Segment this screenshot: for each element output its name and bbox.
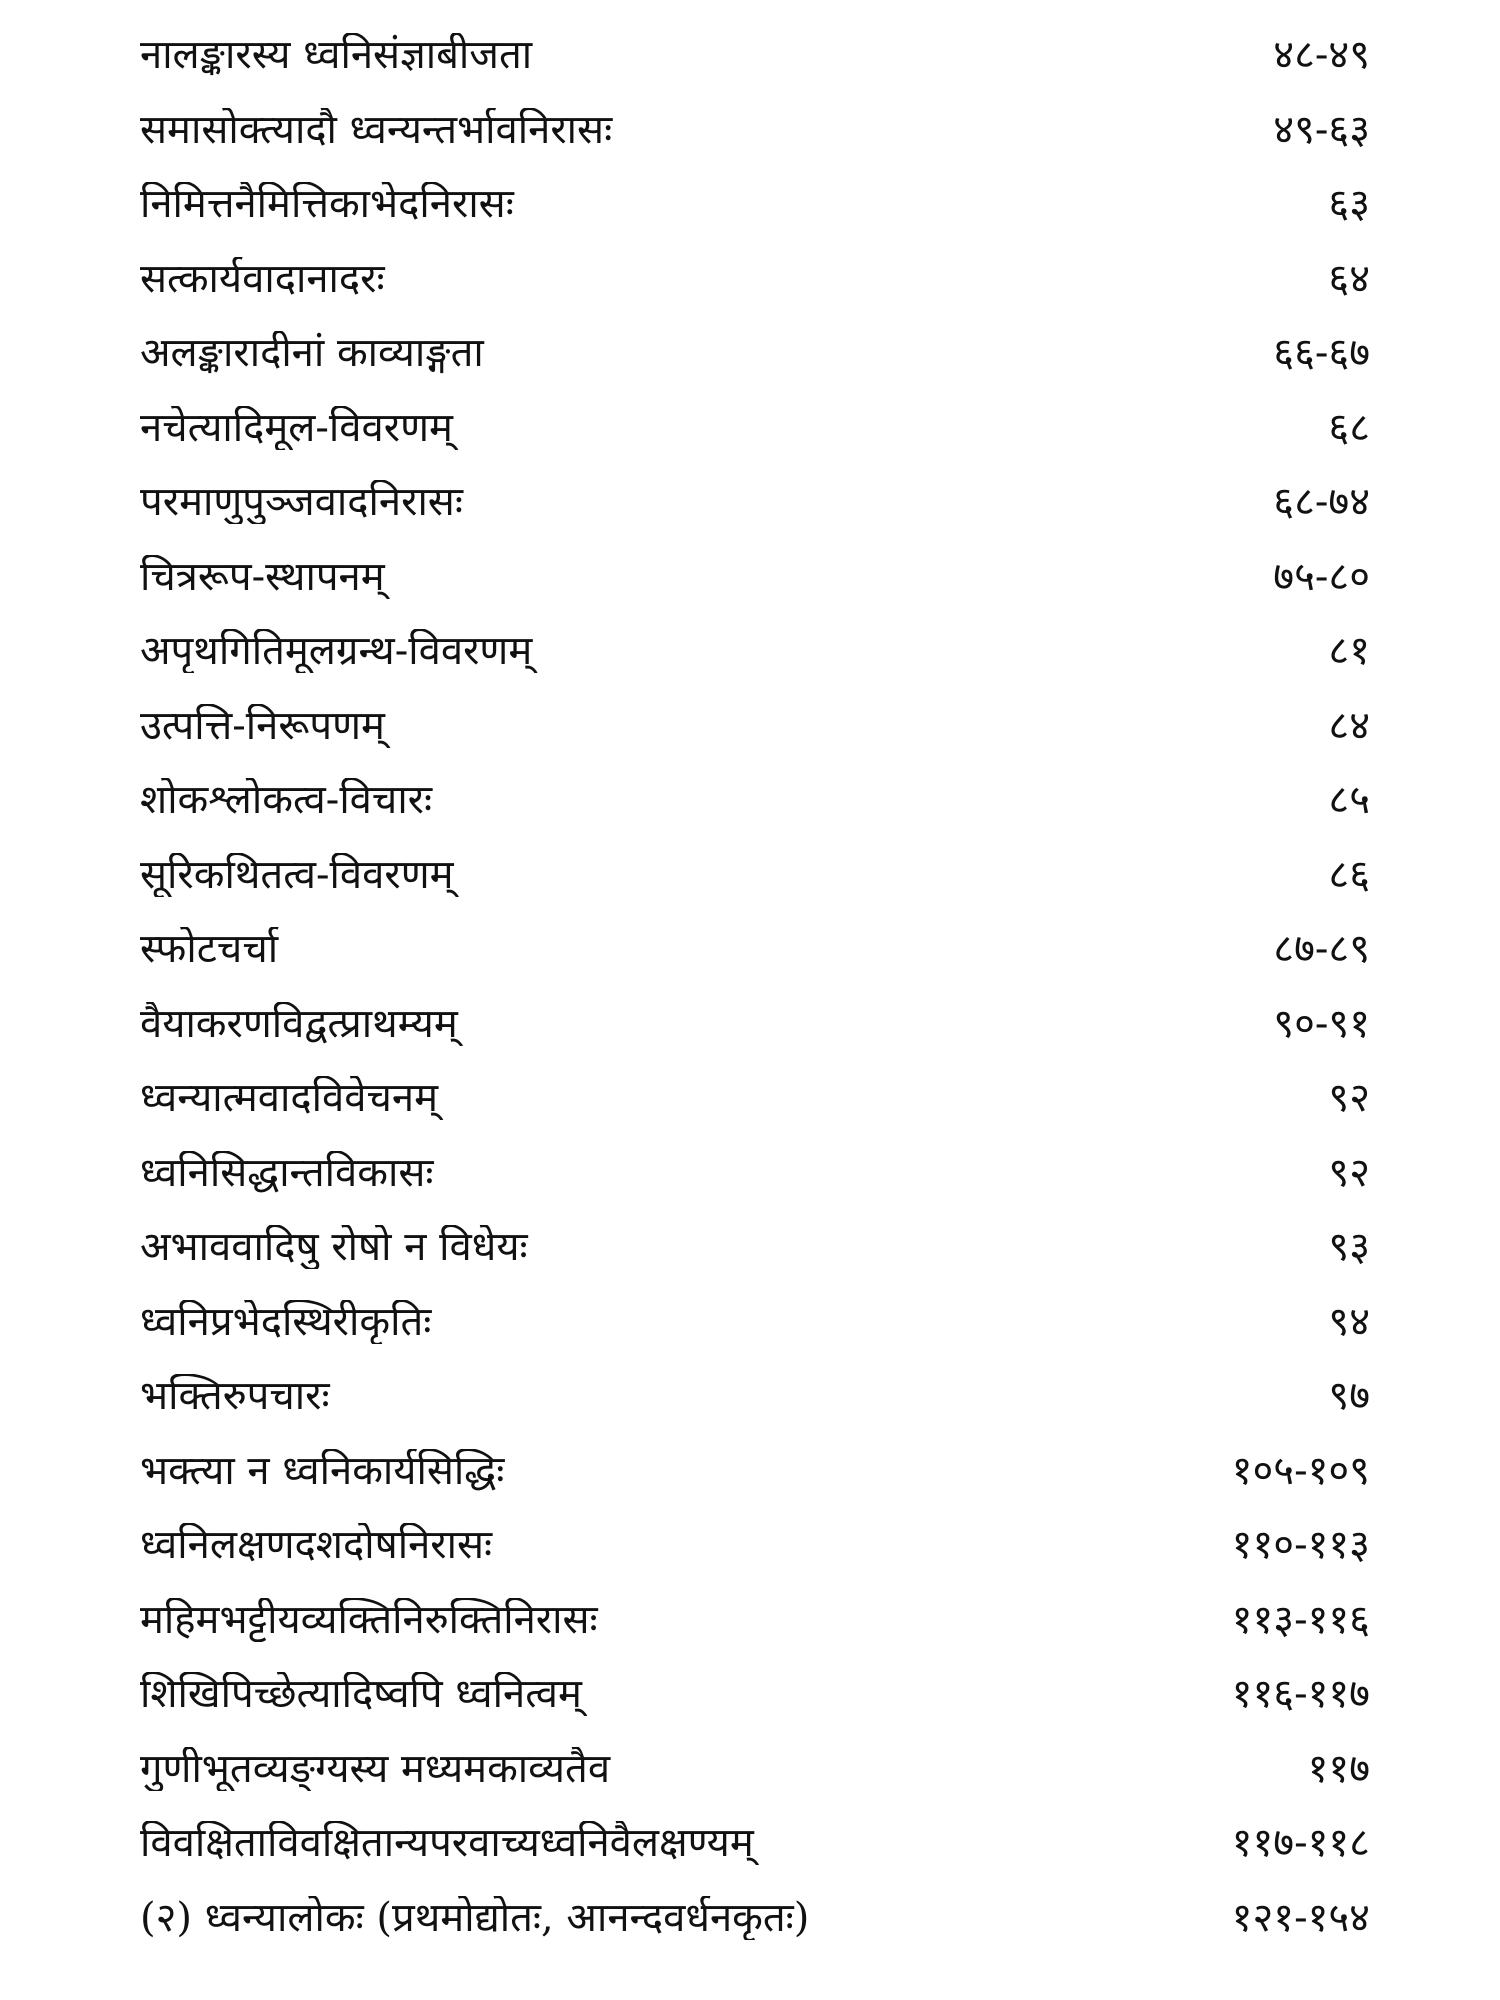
toc-row: [0, 1508, 1500, 1583]
toc-entry-pages: ४९-६३: [1273, 106, 1370, 153]
toc-entry-pages: ९४: [1328, 1298, 1370, 1345]
toc-row: [0, 167, 1500, 242]
toc-row: [0, 912, 1500, 987]
toc-entry-pages: ९७: [1328, 1373, 1370, 1420]
toc-row: [0, 1210, 1500, 1285]
toc-entry-title: विवक्षिताविवक्षितान्यपरवाच्यध्वनिवैलक्षण्यम्: [140, 1821, 754, 1866]
toc-entry-title: नचेत्यादिमूल-विवरणम्: [140, 405, 453, 450]
toc-row: [0, 1806, 1500, 1881]
toc-entry-title: अभाववादिषु रोषो न विधेयः: [140, 1225, 528, 1270]
toc-entry-pages: ११३-११६: [1231, 1596, 1370, 1643]
toc-entry-title: चित्ररूप-स्थापनम्: [140, 554, 385, 599]
toc-row: [0, 1285, 1500, 1360]
toc-entry-title: गुणीभूतव्यङ्ग्यस्य मध्यमकाव्यतैव: [140, 1746, 611, 1791]
toc-row: [0, 1583, 1500, 1658]
toc-row: [0, 614, 1500, 689]
toc-entry-title: ध्वनिलक्षणदशदोषनिरासः: [140, 1523, 493, 1568]
toc-entry-title: नालङ्कारस्य ध्वनिसंज्ञाबीजता: [140, 33, 533, 78]
toc-entry-title: समासोक्त्यादौ ध्वन्यन्तर्भावनिरासः: [140, 107, 613, 152]
toc-row: [0, 689, 1500, 764]
toc-entry-title: महिमभट्टीयव्यक्तिनिरुक्तिनिरासः: [140, 1597, 598, 1642]
toc-entry-title: भक्तिरुपचारः: [140, 1374, 330, 1419]
toc-row: [0, 987, 1500, 1062]
toc-row: [0, 465, 1500, 540]
toc-entry-pages: ९०-९१: [1273, 1000, 1370, 1047]
toc-row: [0, 18, 1500, 93]
toc-entry-pages: ६६-६७: [1273, 330, 1370, 377]
toc-entry-title: सत्कार्यवादानादरः: [140, 256, 385, 301]
toc-entry-pages: ८१: [1328, 628, 1370, 675]
toc-row: [0, 93, 1500, 168]
toc-entry-pages: ११६-११७: [1231, 1671, 1370, 1718]
toc-entry-title: निमित्तनैमित्तिकाभेदनिरासः: [140, 182, 514, 227]
table-of-contents: [0, 18, 1500, 1955]
toc-entry-pages: ६८: [1328, 404, 1370, 451]
toc-entry-pages: ७५-८०: [1273, 553, 1370, 600]
toc-entry-pages: ६८-७४: [1273, 479, 1370, 526]
toc-row: [0, 1061, 1500, 1136]
toc-entry-pages: ९३: [1328, 1224, 1370, 1271]
toc-entry-title: (२) ध्वन्यालोकः (प्रथमोद्योतः, आनन्दवर्धनकृतः): [140, 1895, 810, 1940]
toc-entry-pages: १२१-१५४: [1231, 1894, 1370, 1941]
toc-entry-title: ध्वनिसिद्धान्तविकासः: [140, 1150, 434, 1195]
toc-entry-title: अलङ्कारादीनां काव्याङ्गता: [140, 331, 484, 376]
toc-entry-pages: ९२: [1328, 1149, 1370, 1196]
toc-entry-title: भक्त्या न ध्वनिकार्यसिद्धिः: [140, 1448, 505, 1493]
toc-row: [0, 1434, 1500, 1509]
toc-entry-pages: ११७: [1307, 1745, 1370, 1792]
toc-entry-title: शोकश्लोकत्व-विचारः: [140, 778, 433, 823]
toc-row: [0, 316, 1500, 391]
toc-entry-pages: ८७-८९: [1273, 926, 1370, 973]
toc-entry-title: स्फोटचर्चा: [140, 927, 279, 972]
toc-row: [0, 1359, 1500, 1434]
toc-entry-pages: ६४: [1328, 255, 1370, 302]
toc-entry-title: ध्वनिप्रभेदस्थिरीकृतिः: [140, 1299, 432, 1344]
toc-entry-title: वैयाकरणविद्वत्प्राथम्यम्: [140, 1001, 458, 1046]
toc-row: [0, 763, 1500, 838]
toc-row: [0, 242, 1500, 317]
toc-entry-pages: ८४: [1328, 702, 1370, 749]
toc-entry-pages: ६३: [1328, 181, 1370, 228]
toc-entry-pages: ८६: [1328, 851, 1370, 898]
toc-entry-pages: ९२: [1328, 1075, 1370, 1122]
toc-entry-pages: १०५-१०९: [1231, 1447, 1370, 1494]
toc-entry-pages: ११७-११८: [1231, 1820, 1370, 1867]
toc-entry-title: सूरिकथितत्व-विवरणम्: [140, 852, 454, 897]
toc-row: [0, 1657, 1500, 1732]
toc-entry-pages: ११०-११३: [1231, 1522, 1370, 1569]
toc-row: [0, 1732, 1500, 1807]
toc-entry-pages: ४८-४९: [1273, 32, 1370, 79]
toc-row-section: [0, 1881, 1500, 1956]
toc-row: [0, 540, 1500, 615]
toc-row: [0, 838, 1500, 913]
toc-row: [0, 391, 1500, 466]
toc-entry-title: ध्वन्यात्मवादविवेचनम्: [140, 1076, 438, 1121]
toc-row: [0, 1136, 1500, 1211]
toc-entry-title: शिखिपिच्छेत्यादिष्वपि ध्वनित्वम्: [140, 1672, 582, 1717]
toc-entry-title: उत्पत्ति-निरूपणम्: [140, 703, 385, 748]
toc-entry-title: परमाणुपुञ्जवादनिरासः: [140, 480, 463, 525]
toc-entry-title: अपृथगितिमूलग्रन्थ-विवरणम्: [140, 629, 533, 674]
toc-entry-pages: ८५: [1328, 777, 1370, 824]
